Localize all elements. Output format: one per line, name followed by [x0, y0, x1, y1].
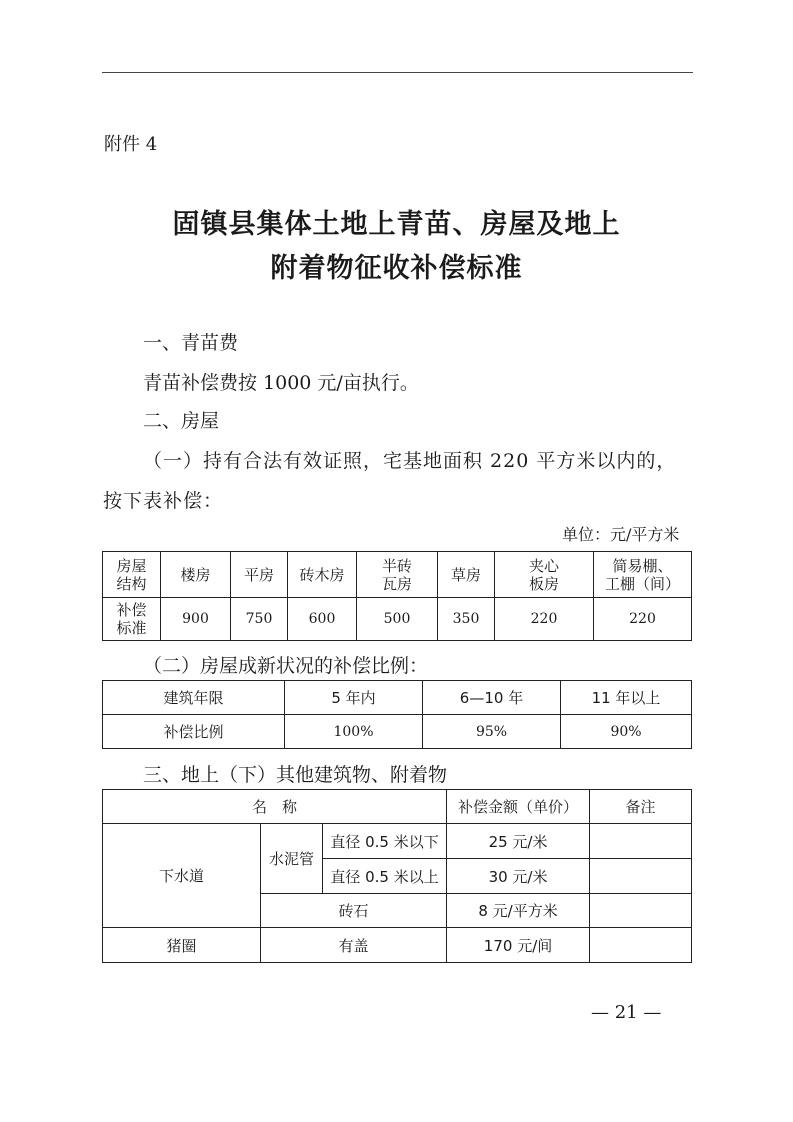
- note-cell: [590, 824, 692, 859]
- value-cell: 220: [594, 598, 692, 641]
- value-cell: 500: [357, 598, 438, 641]
- sewer-below-row: [103, 824, 692, 859]
- col-label-line: 半砖: [381, 556, 412, 575]
- note-cell: [590, 859, 692, 894]
- price-cell: 30 元/米: [447, 859, 590, 894]
- ratio-cell: 95%: [423, 715, 561, 749]
- ratio-cell: 100%: [285, 715, 423, 749]
- row-header-standard: [103, 598, 161, 641]
- col-label-line: 草房: [450, 565, 481, 584]
- price-cell: 25 元/米: [447, 824, 590, 859]
- age-header-cell: 5 年内: [285, 681, 423, 715]
- col-label-cell: [594, 552, 692, 598]
- note-cell: [590, 894, 692, 928]
- pigpen-row: [103, 928, 692, 963]
- col-label-line: 平房: [243, 565, 274, 584]
- section1-heading: 一、青苗费: [143, 332, 239, 354]
- ratio-row: [103, 715, 692, 749]
- name-header: 名 称: [103, 790, 447, 824]
- covered-cell: 有盖: [261, 928, 447, 963]
- col-label-line: 砖木房: [299, 565, 345, 584]
- value-cell: 220: [495, 598, 594, 641]
- price-cell: 170 元/间: [447, 928, 590, 963]
- col-label-cell: [438, 552, 495, 598]
- section2-heading: 二、房屋: [143, 410, 220, 432]
- age-header-cell: 11 年以上: [561, 681, 692, 715]
- amount-header: 补偿金额（单价）: [447, 790, 590, 824]
- other-structures-table: [102, 789, 692, 963]
- col-label-cell: [161, 552, 231, 598]
- cement-pipe-cell: 水泥管: [261, 824, 323, 894]
- document-title-line2: 附着物征收补偿标准: [270, 253, 523, 284]
- house-compensation-table: [102, 551, 692, 641]
- value-cell: 600: [288, 598, 357, 641]
- pigpen-cell: 猪圈: [103, 928, 261, 963]
- age-header-cell: 建筑年限: [103, 681, 285, 715]
- row-header-standard-line1: 补偿: [116, 601, 147, 619]
- table3-header-row: [103, 790, 692, 824]
- ratio-cell: 90%: [561, 715, 692, 749]
- unit-label: 单位：元/平方米: [562, 525, 680, 544]
- diameter-below-cell: 直径 0.5 米以下: [323, 824, 447, 859]
- ratio-label-cell: 补偿比例: [103, 715, 285, 749]
- brick-cell: 砖石: [261, 894, 447, 928]
- age-header-row: [103, 681, 692, 715]
- col-label-cell: [288, 552, 357, 598]
- value-cell: 750: [231, 598, 288, 641]
- section1-text: 青苗补偿费按 1000 元/亩执行。: [143, 372, 419, 394]
- document-title-line1: 固镇县集体土地上青苗、房屋及地上: [172, 209, 621, 240]
- age-ratio-table: [102, 680, 692, 749]
- value-cell: 350: [438, 598, 495, 641]
- section2-paragraph-line2: 按下表补偿：: [103, 490, 224, 512]
- col-label-line: 瓦房: [381, 574, 412, 593]
- value-cell: 900: [161, 598, 231, 641]
- structure-row: [103, 552, 692, 598]
- note-header: 备注: [590, 790, 692, 824]
- sub2-heading: （二）房屋成新状况的补偿比例：: [143, 655, 429, 677]
- header-rule: [102, 72, 693, 73]
- note-cell: [590, 928, 692, 963]
- row-header-structure-line2: 结构: [116, 574, 147, 593]
- col-label-line: 楼房: [180, 565, 211, 584]
- col-label-line: 板房: [528, 574, 559, 593]
- section2-paragraph-line1: （一）持有合法有效证照，宅基地面积 220 平方米以内的，: [143, 450, 677, 472]
- col-label-line: 夹心: [528, 556, 559, 575]
- col-label-cell: [231, 552, 288, 598]
- page-number: — 21 —: [591, 1002, 662, 1023]
- row-header-structure-line1: 房屋: [116, 556, 147, 575]
- standard-row: [103, 598, 692, 641]
- section3-heading: 三、地上（下）其他建筑物、附着物: [143, 764, 448, 786]
- diameter-above-cell: 直径 0.5 米以上: [323, 859, 447, 894]
- annex-label: 附件 4: [104, 134, 158, 155]
- price-cell: 8 元/平方米: [447, 894, 590, 928]
- sewer-cell: 下水道: [103, 824, 261, 928]
- age-header-cell: 6—10 年: [423, 681, 561, 715]
- row-header-standard-line2: 标准: [116, 619, 147, 637]
- col-label-line: 简易棚、: [612, 556, 673, 575]
- row-header-structure: [103, 552, 161, 598]
- col-label-line: 工棚（间）: [604, 574, 680, 593]
- col-label-cell: [495, 552, 594, 598]
- col-label-cell: [357, 552, 438, 598]
